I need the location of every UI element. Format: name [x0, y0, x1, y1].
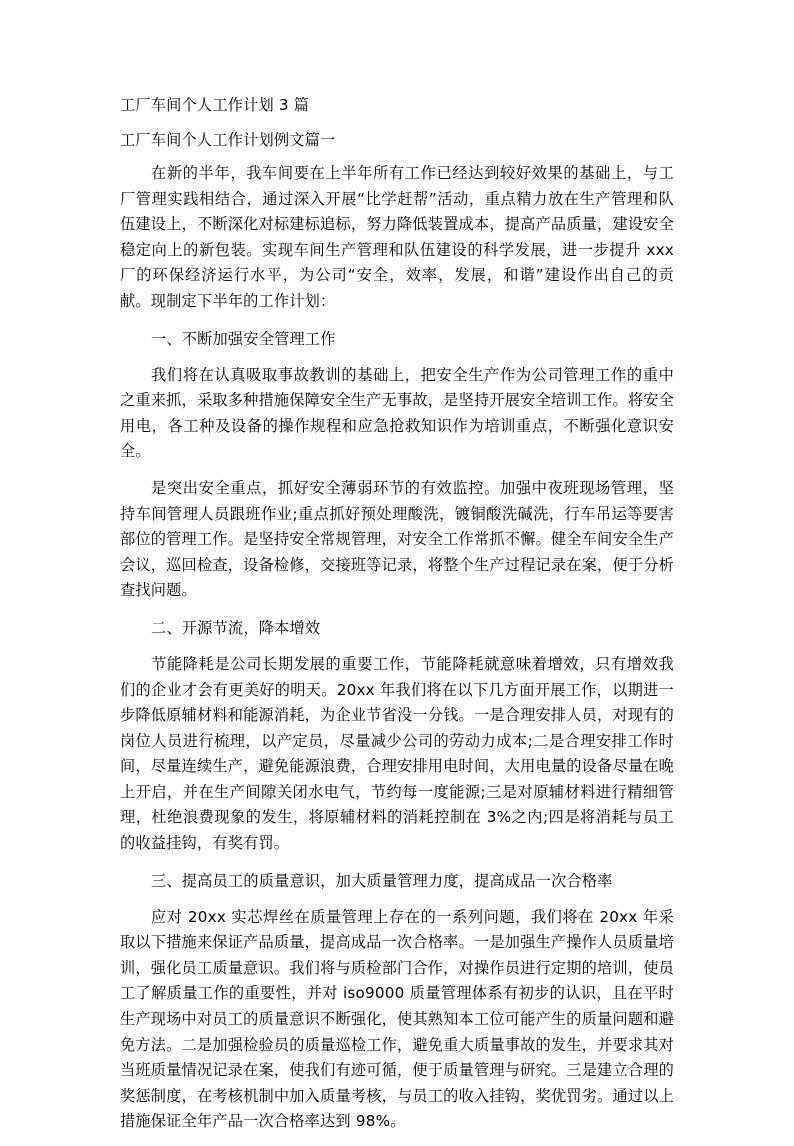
section-1-paragraph-1: 我们将在认真吸取事故教训的基础上，把安全生产作为公司管理工作的重中之重来抓，采取多种措施保障安全生产无事故，是坚持开展安全培训工作。将安全用电，各工种及设备的操作规程和应急抢救知识作为培训重点，不断强化意识安全。 [120, 365, 674, 461]
document-body [120, 92, 674, 1146]
section-2-paragraph-1: 节能降耗是公司长期发展的重要工作，节能降耗就意味着增效，只有增效我们的企业才会有更美好的明天。20xx 年我们将在以下几方面开展工作，以期进一步降低原辅材料和能源消耗，为企业节省没一分钱。一是合理安排人员，对现有的岗位人员进行梳理，以产定员，尽量减少公司的劳动力成本;二是合理安排工作时间，尽量连续生产，避免能源浪费，合理安排用电时间，大用电量的设备尽量在晚上开启，并在生产间隙关闭水电气，节约每一度能源;三是对原辅材料进行精细管理，杜绝浪费现象的发生，将原辅材料的消耗控制在 3%之内;四是将消耗与员工的收益挂钩，有奖有罚。 [120, 654, 674, 853]
section-1-heading: 一、不断加强安全管理工作 [151, 329, 336, 348]
section-3-heading: 三、提高员工的质量意识，加大质量管理力度，提高成品一次合格率 [151, 871, 613, 890]
document-title: 工厂车间个人工作计划 3 篇 [120, 96, 310, 114]
section-2-heading: 二、开源节流，降本增效 [151, 618, 321, 637]
section-1-paragraph-2: 是突出安全重点，抓好安全薄弱环节的有效监控。加强中夜班现场管理，坚持车间管理人员跟班作业;重点抓好预处理酸洗，镀铜酸洗碱洗，行车吊运等要害部位的管理工作。是坚持安全常规管理，对安全工作常抓不懈。健全车间安全生产会议，巡回检查，设备检修，交接班等记录，将整个生产过程记录在案，便于分析查找问题。 [120, 478, 674, 600]
document-subtitle: 工厂车间个人工作计划例文篇一 [120, 131, 336, 149]
intro-paragraph: 在新的半年，我车间要在上半年所有工作已经达到较好效果的基础上，与工厂管理实践相结合，通过深入开展“比学赶帮”活动，重点精力放在生产管理和队伍建设上，不断深化对标建标追标，努力降低装置成本，提高产品质量，建设安全稳定向上的新包装。实现车间生产管理和队伍建设的科学发展，进一步提升 xxx 厂的环保经济运行水平，为公司“安全，效率，发展，和谐”建设作出自己的贡献。现制定下半年的工作计划： [120, 164, 674, 310]
section-3-paragraph-1: 应对 20xx 实芯焊丝在质量管理上存在的一系列问题，我们将在 20xx 年采取以下措施来保证产品质量，提高成品一次合格率。一是加强生产操作人员质量培训，强化员工质量意识。我们将与质检部门合作，对操作员进行定期的培训，使员工了解质量工作的重要性，并对 iso9000 质量管理体系有初步的认识，且在平时生产现场中对员工的质量意识不断强化，使其熟知本工位可能产生的质量问题和避免方法。二是加强检验员的质量巡检工作，避免重大质量事故的发生，并要求其对当班质量情况记录在案，使我们有迹可循，便于质量管理与研究。三是建立合理的奖惩制度，在考核机制中加入质量考核，与员工的收入挂钩，奖优罚劣。通过以上措施保证全年产品一次合格率达到 98%。 [120, 907, 674, 1131]
